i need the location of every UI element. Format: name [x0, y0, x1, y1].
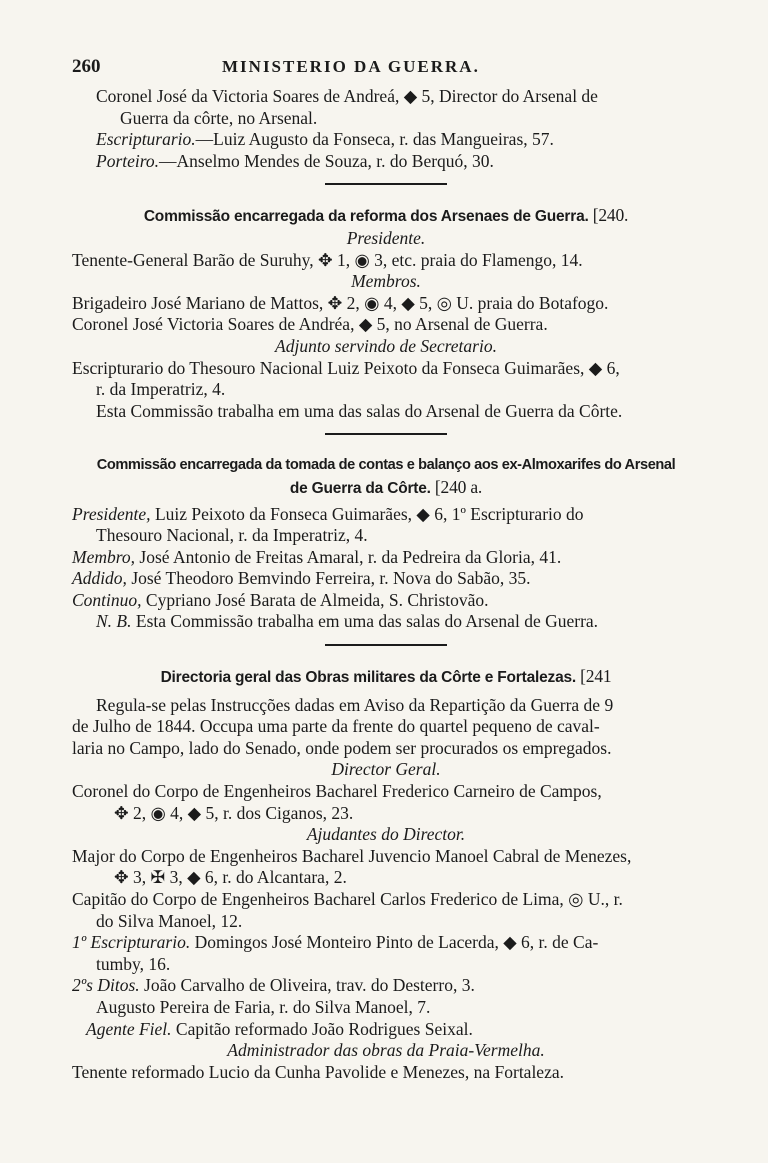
- director-entry: Coronel do Corpo de Engenheiros Bacharel Frederico Carneiro de Campos,: [72, 781, 602, 802]
- running-title: MINISTERIO DA GUERRA.: [222, 57, 480, 76]
- escripturario-entry-cont: tumby, 16.: [96, 953, 171, 974]
- section-heading-contas-2: [72, 477, 700, 500]
- presidente-entry: [72, 504, 700, 526]
- role-label: Agente Fiel.: [86, 1018, 172, 1039]
- entry-text: Domingos José Monteiro Pinto de Lacerda, ◆ 6, r. de Ca-: [194, 932, 599, 953]
- director-entry-cont: ✥ 2, ◉ 4, ◆ 5, r. dos Ciganos, 23.: [114, 802, 354, 823]
- role-label: Presidente,: [72, 503, 151, 524]
- member-entry: Coronel José Victoria Soares de Andréa, ◆ 5, no Arsenal de Guerra.: [72, 314, 548, 335]
- heading-text: Directoria geral das Obras militares da Côrte e Fortalezas.: [160, 669, 577, 687]
- agente-entry: [72, 1019, 700, 1041]
- section-heading-directoria: [72, 666, 700, 689]
- continuo-entry: [72, 590, 700, 612]
- section-heading-contas: Commissão encarregada da tomada de contas e balanço aos ex-Almoxarifes do Arsenal: [96, 457, 676, 474]
- entry-text: João Carvalho de Oliveira, trav. do Desterro, 3.: [144, 975, 475, 996]
- escripturario-2-entry-cont: Augusto Pereira de Faria, r. do Silva Manoel, 7.: [96, 996, 431, 1017]
- subheading-ajudantes: Ajudantes do Director.: [306, 824, 466, 845]
- section-number: [240 a.: [434, 476, 483, 497]
- role-label: Continuo,: [72, 589, 142, 610]
- role-label: 1º Escripturario.: [72, 932, 191, 953]
- ajudante-entry: Major do Corpo de Engenheiros Bacharel Juvencio Manoel Cabral de Menezes,: [72, 845, 632, 866]
- regulation-text: Regula-se pelas Instrucções dadas em Aviso da Repartição da Guerra de 9: [96, 694, 614, 715]
- section-number: [240.: [592, 205, 629, 226]
- entry-text: José Antonio de Freitas Amaral, r. da Pedreira da Gloria, 41.: [139, 546, 562, 567]
- commission-note: [72, 611, 700, 633]
- note-label: N. B.: [96, 611, 132, 632]
- page-number: 260: [72, 56, 101, 77]
- member-entry: Brigadeiro José Mariano de Mattos, ✥ 2, ◉ 4, ◆ 5, ◎ U. praia do Botafogo.: [72, 292, 609, 313]
- ajudante-entry-cont: ✥ 3, ✠ 3, ◆ 6, r. do Alcantara, 2.: [114, 867, 347, 888]
- escripturario-entry: [72, 932, 700, 954]
- adjunto-entry: Escripturario do Thesouro Nacional Luiz Peixoto da Fonseca Guimarães, ◆ 6,: [72, 357, 620, 378]
- arsenal-line: Guerra da côrte, no Arsenal.: [120, 107, 318, 128]
- subheading-administrador: Administrador das obras da Praia-Vermelha.: [227, 1040, 545, 1061]
- entry-text: Cypriano José Barata de Almeida, S. Christovão.: [145, 589, 489, 610]
- arsenal-clerk: [72, 129, 700, 151]
- ajudante-entry-cont: do Silva Manoel, 12.: [96, 910, 243, 931]
- ajudante-entry: Capitão do Corpo de Engenheiros Bacharel Carlos Frederico de Lima, ◎ U., r.: [72, 889, 623, 909]
- page-header: [72, 56, 700, 86]
- section-heading-reforma: [72, 205, 700, 228]
- page: [72, 56, 700, 1083]
- arsenal-line: Coronel José da Victoria Soares de Andreá, ◆ 5, Director do Arsenal de: [96, 86, 598, 106]
- regulation-text: de Julho de 1844. Occupa uma parte da frente do quartel pequeno de caval-: [72, 716, 600, 737]
- presidente-entry: Tenente-General Barão de Suruhy, ✥ 1, ◉ 3, etc. praia do Flamengo, 14.: [72, 249, 583, 270]
- member-entry: [72, 547, 700, 569]
- entry-text: Luiz Peixoto da Fonseca Guimarães, ◆ 6, 1º Escripturario do: [154, 503, 584, 524]
- subheading-adjunto: Adjunto servindo de Secretario.: [275, 335, 497, 356]
- commission-note: Esta Commissão trabalha em uma das salas do Arsenal de Guerra da Côrte.: [96, 400, 623, 421]
- role-label: 2ºs Ditos.: [72, 975, 140, 996]
- entry-text: —Anselmo Mendes de Souza, r. do Berquó, 30.: [159, 150, 494, 171]
- arsenal-porter: [72, 151, 700, 173]
- section-number: [241: [580, 666, 612, 687]
- subheading-presidente: Presidente.: [346, 227, 426, 248]
- role-label: Porteiro.: [96, 150, 160, 171]
- role-label: Membro,: [72, 546, 136, 567]
- administrador-entry: Tenente reformado Lucio da Cunha Pavolide e Menezes, na Fortaleza.: [72, 1061, 564, 1082]
- escripturario-2-entry: [72, 975, 700, 997]
- entry-text: José Theodoro Bemvindo Ferreira, r. Nova do Sabão, 35.: [131, 568, 531, 589]
- role-label: Addido,: [72, 568, 127, 589]
- addido-entry: [72, 568, 700, 590]
- note-text: Esta Commissão trabalha em uma das salas do Arsenal de Guerra.: [135, 611, 599, 632]
- subheading-director: Director Geral.: [331, 759, 441, 780]
- entry-text: Capitão reformado João Rodrigues Seixal.: [175, 1018, 473, 1039]
- heading-text: de Guerra da Côrte.: [289, 479, 431, 497]
- entry-text: —Luiz Augusto da Fonseca, r. das Mangueiras, 57.: [195, 129, 554, 150]
- adjunto-entry: r. da Imperatriz, 4.: [96, 379, 226, 400]
- presidente-entry-cont: Thesouro Nacional, r. da Imperatriz, 4.: [96, 525, 368, 546]
- heading-text: Commissão encarregada da reforma dos Arsenaes de Guerra.: [143, 208, 589, 226]
- role-label: Escripturario.: [96, 129, 196, 150]
- regulation-text: laria no Campo, lado do Senado, onde podem ser procurados os empregados.: [72, 737, 612, 758]
- subheading-membros: Membros.: [351, 271, 421, 292]
